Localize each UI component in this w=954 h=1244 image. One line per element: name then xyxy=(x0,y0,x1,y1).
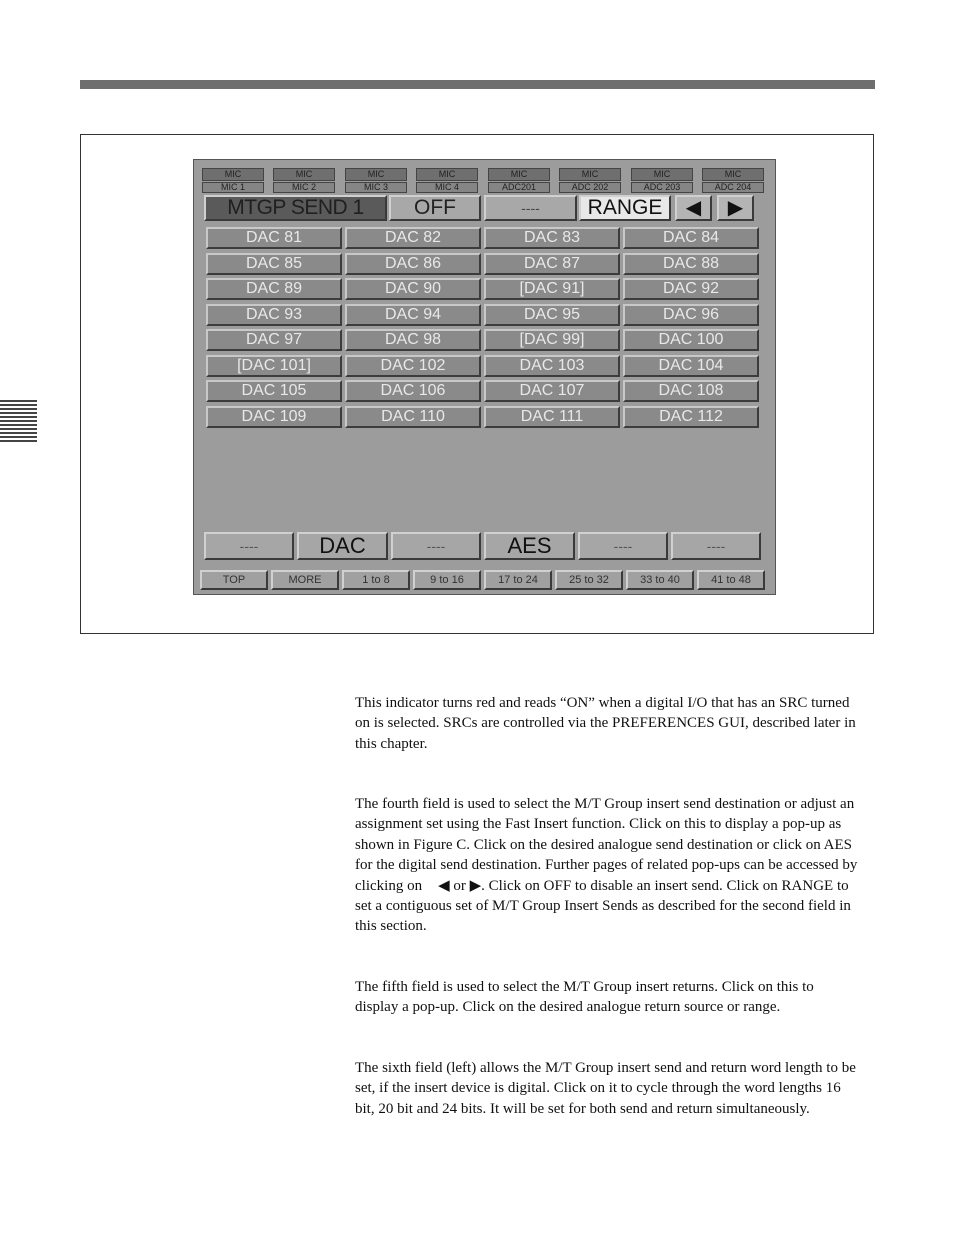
mic-tab-top: MIC xyxy=(631,168,693,181)
mic-tab-top: MIC xyxy=(273,168,335,181)
mic-tab[interactable] xyxy=(273,166,335,192)
dac-destination-button[interactable]: DAC 108 xyxy=(623,380,759,402)
paragraph: The fifth field is used to select the M/T Group insert returns. Click on this to display a pop-up. Click on the desired analogue return source or range. xyxy=(355,979,814,1016)
fourth-field-description xyxy=(355,794,860,937)
sixth-field-description xyxy=(355,1058,860,1119)
mic-tab[interactable] xyxy=(345,166,407,192)
popup-header xyxy=(204,195,769,223)
dac-destination-button[interactable]: [DAC 101] xyxy=(206,355,342,377)
src-indicator-description xyxy=(355,693,860,754)
page-tab-row xyxy=(200,570,770,592)
page-tab[interactable]: 9 to 16 xyxy=(413,570,481,590)
dac-destination-button[interactable]: DAC 112 xyxy=(623,406,759,428)
mtgp-send-popup xyxy=(193,159,776,595)
next-page-arrow-icon[interactable]: ▶ xyxy=(717,195,754,221)
dac-destination-button[interactable]: DAC 100 xyxy=(623,329,759,351)
dac-destination-button[interactable]: DAC 109 xyxy=(206,406,342,428)
mic-tab-top: MIC xyxy=(702,168,764,181)
dac-destination-button[interactable]: DAC 102 xyxy=(345,355,481,377)
mic-tab[interactable] xyxy=(631,166,693,192)
fifth-field-description xyxy=(355,977,860,1018)
mic-tab-bottom: MIC 2 xyxy=(273,182,335,193)
page-tab[interactable]: 17 to 24 xyxy=(484,570,552,590)
dac-destination-button[interactable]: DAC 111 xyxy=(484,406,620,428)
mic-tab-bottom: ADC201 xyxy=(488,182,550,193)
dac-destination-button[interactable]: DAC 98 xyxy=(345,329,481,351)
mic-tab-bottom: MIC 3 xyxy=(345,182,407,193)
dac-destination-button[interactable]: DAC 107 xyxy=(484,380,620,402)
paragraph-text: The fourth field is used to select the M/T Group insert send destination or adjust an assignment set using the Fast Insert function. Click on this to display a pop-up as shown in Figure C. Click on the desired analogue send destination or click on AES for the digital send destination. Further pages of related pop-ups can be accessed by clicking on xyxy=(355,796,858,894)
paragraph: The sixth field (left) allows the M/T Group insert send and return word length to be set, if the insert device is digital. Click on it to cycle through the word lengths 16 bit, 20 bit and 24 bits. It will be set for both send and return simultaneously. xyxy=(355,1060,856,1117)
dac-destination-button[interactable]: DAC 82 xyxy=(345,227,481,249)
dac-destination-button[interactable]: DAC 94 xyxy=(345,304,481,326)
page-tab[interactable]: 25 to 32 xyxy=(555,570,623,590)
mic-tab[interactable] xyxy=(702,166,764,192)
range-button[interactable]: RANGE xyxy=(579,195,671,221)
more-tab[interactable]: MORE xyxy=(271,570,339,590)
dac-destination-button[interactable]: DAC 90 xyxy=(345,278,481,300)
mic-tab[interactable] xyxy=(202,166,264,192)
dac-destination-button[interactable]: DAC 105 xyxy=(206,380,342,402)
dac-destination-button[interactable]: DAC 96 xyxy=(623,304,759,326)
dac-source-button[interactable]: DAC xyxy=(297,532,388,560)
paragraph-text: ◀ or ▶. Click on OFF to disable an insert send. Click on RANGE to set a contiguous set of M/T Group Insert Sends as described for the second field in this section. xyxy=(355,877,851,935)
mic-tab[interactable] xyxy=(416,166,478,192)
page-tab[interactable]: 33 to 40 xyxy=(626,570,694,590)
off-button[interactable]: OFF xyxy=(389,195,481,221)
mic-tab-top: MIC xyxy=(559,168,621,181)
page-tab[interactable]: 41 to 48 xyxy=(697,570,765,590)
source-select-row xyxy=(204,532,764,562)
dac-destination-button[interactable]: DAC 97 xyxy=(206,329,342,351)
aes-source-button[interactable]: AES xyxy=(484,532,575,560)
dac-destination-button[interactable]: [DAC 91] xyxy=(484,278,620,300)
dac-destination-button[interactable]: DAC 95 xyxy=(484,304,620,326)
dac-destination-button[interactable]: DAC 103 xyxy=(484,355,620,377)
dac-destination-button[interactable]: DAC 106 xyxy=(345,380,481,402)
mic-tab-top: MIC xyxy=(345,168,407,181)
dac-destination-button[interactable]: DAC 87 xyxy=(484,253,620,275)
previous-page-arrow-icon[interactable]: ◀ xyxy=(675,195,712,221)
mic-tab-bottom: ADC 202 xyxy=(559,182,621,193)
source-button[interactable]: ---- xyxy=(204,532,294,560)
top-tab[interactable]: TOP xyxy=(200,570,268,590)
dac-destination-button[interactable]: DAC 81 xyxy=(206,227,342,249)
mic-tab[interactable] xyxy=(559,166,621,192)
mic-tab-bottom: ADC 203 xyxy=(631,182,693,193)
dac-destination-button[interactable]: DAC 86 xyxy=(345,253,481,275)
dac-destination-button[interactable]: DAC 83 xyxy=(484,227,620,249)
paragraph: This indicator turns red and reads “ON” when a digital I/O that has an SRC turned on is selected. SRCs are controlled via the PREFERENCES GUI, described later in this chapter. xyxy=(355,695,856,752)
dac-destination-button[interactable]: DAC 89 xyxy=(206,278,342,300)
dac-destination-button[interactable]: DAC 84 xyxy=(623,227,759,249)
header-rule xyxy=(80,80,875,89)
dac-destination-button[interactable]: DAC 104 xyxy=(623,355,759,377)
dac-destination-button[interactable]: DAC 93 xyxy=(206,304,342,326)
mic-tab-top: MIC xyxy=(202,168,264,181)
mic-tab-bottom: MIC 1 xyxy=(202,182,264,193)
mic-tab[interactable] xyxy=(488,166,550,192)
mtgp-send-title: MTGP SEND 1 xyxy=(204,195,387,221)
mic-tab-top: MIC xyxy=(488,168,550,181)
paragraph xyxy=(355,794,860,937)
source-button[interactable]: ---- xyxy=(391,532,481,560)
chapter-thumb-tab xyxy=(0,400,37,444)
mic-tab-top: MIC xyxy=(416,168,478,181)
dac-destination-button[interactable]: DAC 92 xyxy=(623,278,759,300)
page-tab[interactable]: 1 to 8 xyxy=(342,570,410,590)
src-indicator: ---- xyxy=(484,195,577,221)
dac-destination-button[interactable]: DAC 110 xyxy=(345,406,481,428)
mic-tab-bottom: ADC 204 xyxy=(702,182,764,193)
dac-destination-button[interactable]: [DAC 99] xyxy=(484,329,620,351)
mic-tab-strip xyxy=(202,166,772,192)
source-button[interactable]: ---- xyxy=(578,532,668,560)
dac-destination-button[interactable]: DAC 88 xyxy=(623,253,759,275)
mic-tab-bottom: MIC 4 xyxy=(416,182,478,193)
dac-destination-button[interactable]: DAC 85 xyxy=(206,253,342,275)
source-button[interactable]: ---- xyxy=(671,532,761,560)
